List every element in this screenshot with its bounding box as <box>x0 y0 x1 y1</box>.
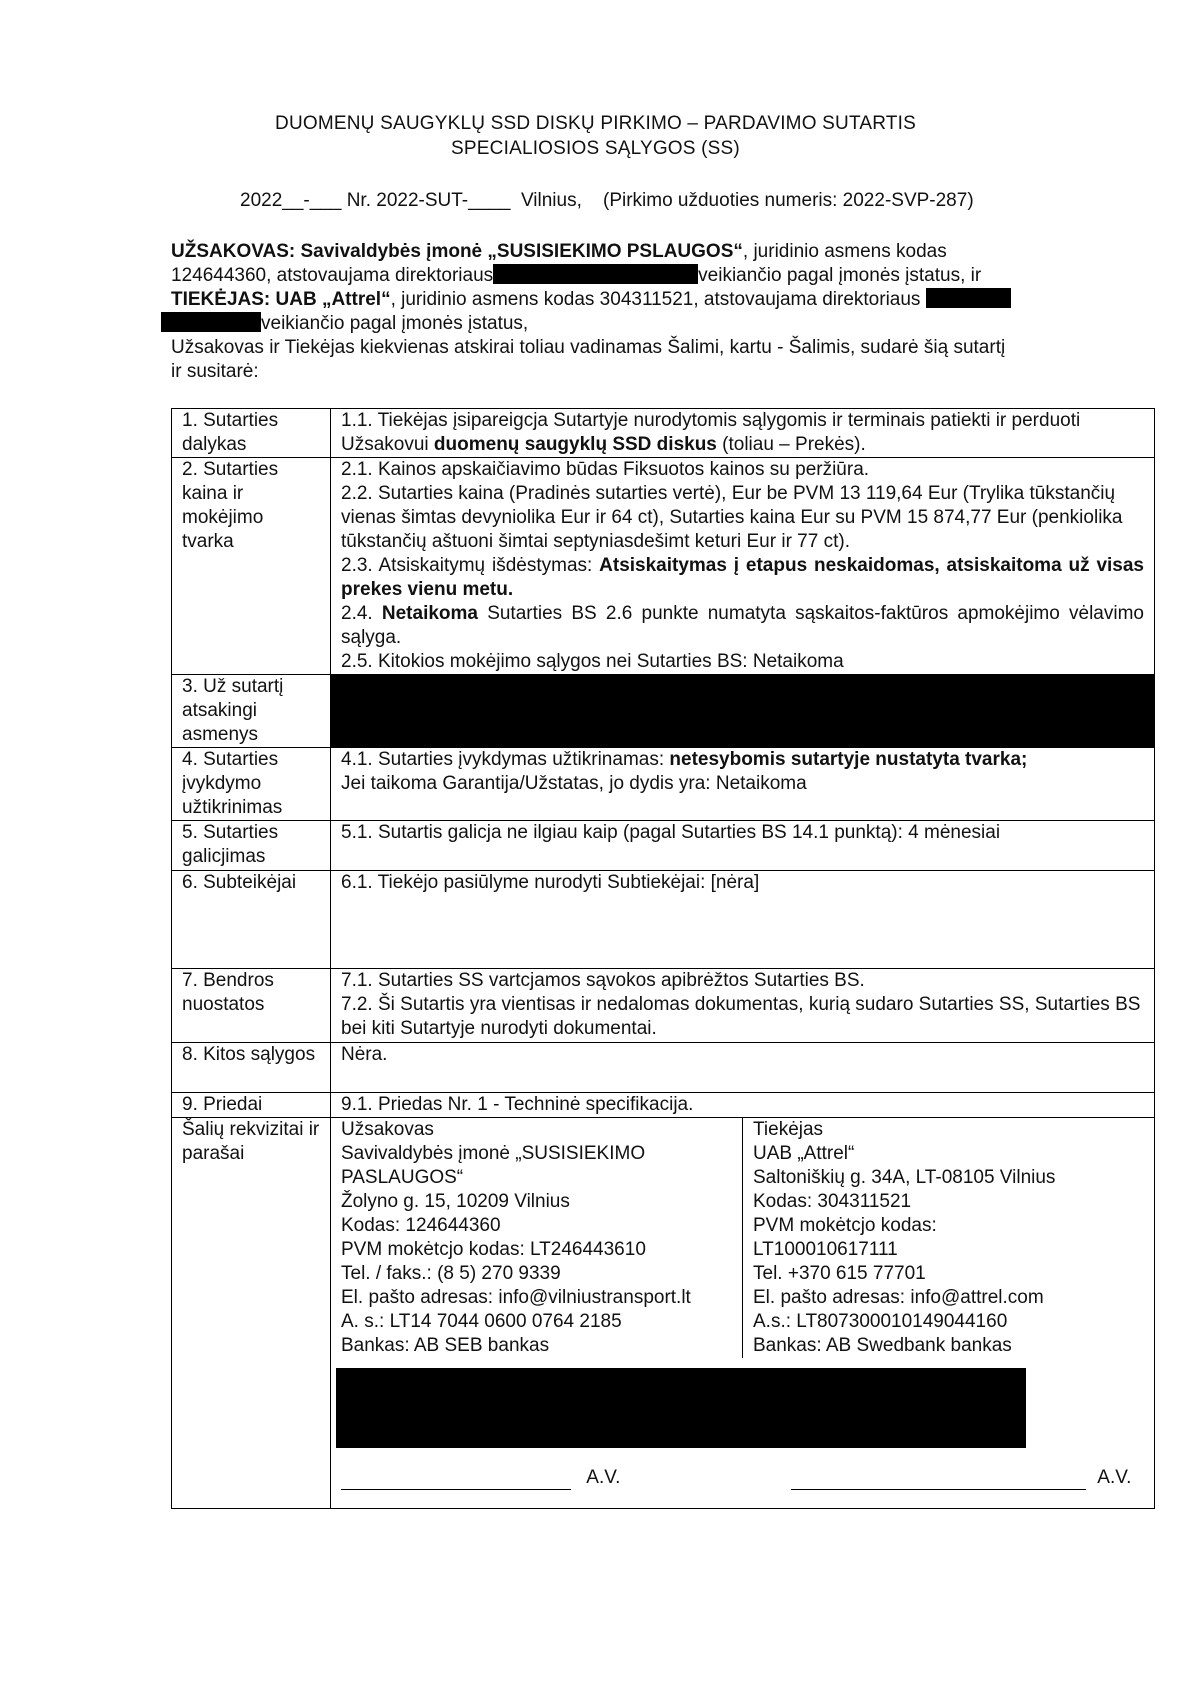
subject-text-end: (toliau – Prekės). <box>716 434 866 455</box>
clause-7-1: 7.1. Sutarties SS vartcjamos sąvokos apibrėžtos Sutarties BS. <box>341 970 865 991</box>
buyer-line: PVM mokėtcjo kodas: LT246443610 <box>341 1239 646 1260</box>
party-details <box>331 1118 1154 1358</box>
buyer-line: Tel. / faks.: (8 5) 270 9339 <box>341 1263 561 1284</box>
table-row <box>172 821 1155 871</box>
row-label: 7. Bendros nuostatos <box>172 969 331 1043</box>
supplier-code-text: , juridinio asmens kodas 304311521, atstovaujama direktoriaus <box>390 289 921 310</box>
buyer-details <box>331 1118 742 1358</box>
clause-4-1 <box>341 748 1144 772</box>
table-row <box>172 1043 1155 1093</box>
buyer-line: Savivaldybės įmonė „SUSISIEKIMO <box>341 1143 646 1164</box>
row-content: 9.1. Priedas Nr. 1 - Techninė specifikacija. <box>331 1093 1155 1118</box>
row-label: 2. Sutarties kaina ir mokėjimo tvarka <box>172 458 331 675</box>
buyer-code-text: 124644360, atstovaujama direktoriaus <box>171 265 494 286</box>
supplier-line: Tel. +370 615 77701 <box>753 1263 926 1284</box>
clause-2-4 <box>341 602 1144 650</box>
buyer-line: A. s.: LT14 7044 0600 0764 2185 <box>341 1311 622 1332</box>
supplier-details <box>742 1118 1154 1358</box>
row-label: 1. Sutarties dalykas <box>172 409 331 458</box>
document-subtitle: SPECIALIOSIOS SĄLYGOS (SS) <box>451 138 740 159</box>
date-line: 2022__-___ Nr. 2022-SUT-____ Vilnius, (Pirkimo užduoties numeris: 2022-SVP-287) <box>240 190 974 211</box>
table-row <box>172 409 1155 458</box>
clause-4-1-bold: netesybomis sutartyje nustatyta tvarka; <box>669 749 1028 770</box>
row-content <box>331 458 1155 675</box>
supplier-label: TIEKĖJAS: UAB „Attrel“ <box>171 289 391 310</box>
parties-line: Užsakovas ir Tiekėjas kiekvienas atskirai toliau vadinamas Šalimi, kartu - Šalimis, sudarė šią sutartį <box>171 337 1006 358</box>
buyer-code-label: , juridinio asmens kodas <box>742 241 947 262</box>
row-label: 5. Sutarties galicjimas <box>172 821 331 871</box>
row-content: Nėra. <box>331 1043 1155 1093</box>
redaction-block <box>493 264 698 284</box>
table-row <box>172 871 1155 969</box>
row-label: 9. Priedai <box>172 1093 331 1118</box>
clause-2-3-bold: Atsiskaitymas į etapus neskaidomas, atsiskaitoma už visas prekes vienu metu. <box>341 555 1144 600</box>
buyer-stamp-label: A.V. <box>586 1467 621 1488</box>
redacted-cell <box>331 675 1155 748</box>
parties-line-2: ir susitarė: <box>171 361 259 382</box>
buyer-line: Kodas: 124644360 <box>341 1215 501 1236</box>
clause-2-4-text: Sutarties BS 2.6 punkte numatyta sąskaitos-faktūros apmokėjimo vėlavimo sąlyga. <box>341 603 1144 648</box>
row-label: 6. Subteikėjai <box>172 871 331 969</box>
row-content: 5.1. Sutartis galicja ne ilgiau kaip (pagal Sutarties BS 14.1 punktą): 4 mėnesiai <box>331 821 1155 871</box>
buyer-line: Žolyno g. 15, 10209 Vilnius <box>341 1191 570 1212</box>
buyer-label: UŽSAKOVAS: Savivaldybės įmonė „SUSISIEKIMO PSLAUGOS“ <box>171 241 743 262</box>
buyer-line: El. pašto adresas: info@vilniustransport.lt <box>341 1287 691 1308</box>
clause-2-2: 2.2. Sutarties kaina (Pradinės sutarties vertė), Eur be PVM 13 119,64 Eur (Trylika tūkstančių vienas šimtas devyniolika Eur ir 64 ct), Sutarties kaina Eur su PVM 15 874,77 Eur (penkiolika tūkstančių aštuoni šimtai septyniasdešimt keturi Eur ir 77 ct). <box>341 483 1123 552</box>
buyer-line: PASLAUGOS“ <box>341 1167 464 1188</box>
supplier-statute-text: veikiančio pagal įmonės įstatus, <box>261 313 529 334</box>
redaction-block <box>926 288 1011 308</box>
clause-2-3 <box>341 554 1144 602</box>
row-label: Šalių rekvizitai ir parašai <box>172 1118 331 1509</box>
row-content <box>331 969 1155 1043</box>
clause-4-2: Jei taikoma Garantija/Užstatas, jo dydis yra: Netaikoma <box>341 773 807 794</box>
document-title: DUOMENŲ SAUGYKLŲ SSD DISKŲ PIRKIMO – PARDAVIMO SUTARTIS <box>275 113 916 134</box>
signature-line <box>341 1469 571 1490</box>
row-label: 8. Kitos sąlygos <box>172 1043 331 1093</box>
clause-2-4-bold: Netaikoma <box>381 603 478 624</box>
subject-bold: duomenų saugyklų SSD diskus <box>433 434 717 455</box>
row-label: 4. Sutarties įvykdymo užtikrinimas <box>172 748 331 821</box>
row-content <box>331 409 1155 458</box>
row-label: 3. Už sutartį atsakingi asmenys <box>172 675 331 748</box>
redaction-block <box>336 1368 1026 1448</box>
supplier-line: Bankas: AB Swedbank bankas <box>753 1335 1012 1356</box>
clause-7-2: 7.2. Ši Sutartis yra vientisas ir nedalomas dokumentas, kurią sudaro Sutarties SS, Sutarties BS bei kiti Sutartyje nurodyti dokumentai. <box>341 994 1141 1039</box>
supplier-signature <box>791 1466 1131 1490</box>
redaction-block <box>161 312 261 332</box>
clause-2-3-label: 2.3. Atsiskaitymų išdėstymas: <box>341 555 600 576</box>
signature-cell <box>331 1118 1155 1509</box>
subject-text: 1.1. Tiekėjas įsipareigcja Sutartyje nurodytomis sąlygomis ir terminais patiekti ir perduoti Užsakovui <box>341 410 1081 455</box>
clause-2-4-prefix: 2.4. <box>341 603 382 624</box>
table-row <box>172 675 1155 748</box>
table-row <box>172 969 1155 1043</box>
row-content: 6.1. Tiekėjo pasiūlyme nurodyti Subtiekėjai: [nėra] <box>331 871 1155 969</box>
supplier-stamp-label: A.V. <box>1097 1467 1132 1488</box>
buyer-signature <box>341 1466 620 1490</box>
signature-area <box>331 1358 1154 1508</box>
buyer-line: Bankas: AB SEB bankas <box>341 1335 550 1356</box>
clause-2-5: 2.5. Kitokios mokėjimo sąlygos nei Sutarties BS: Netaikoma <box>341 651 844 672</box>
supplier-line: El. pašto adresas: info@attrel.com <box>753 1287 1044 1308</box>
clause-2-1: 2.1. Kainos apskaičiavimo būdas Fiksuotos kainos su peržiūra. <box>341 459 870 480</box>
contract-table <box>171 408 1155 1509</box>
supplier-line: UAB „Attrel“ <box>753 1143 855 1164</box>
supplier-line: Tiekėjas <box>753 1119 824 1140</box>
signature-line <box>791 1469 1086 1490</box>
row-content <box>331 748 1155 821</box>
clause-4-1-label: 4.1. Sutarties įvykdymas užtikrinamas: <box>341 749 670 770</box>
table-row <box>172 1118 1155 1509</box>
supplier-line: A.s.: LT807300010149044160 <box>753 1311 1008 1332</box>
table-row <box>172 1093 1155 1118</box>
intro-section <box>171 240 1171 384</box>
table-row <box>172 458 1155 675</box>
supplier-line: PVM mokėtcjo kodas: <box>753 1215 937 1236</box>
buyer-statute-text: veikiančio pagal įmonės įstatus, ir <box>698 265 982 286</box>
table-row <box>172 748 1155 821</box>
supplier-line: Saltoniškių g. 34A, LT-08105 Vilnius <box>753 1167 1056 1188</box>
supplier-line: Kodas: 304311521 <box>753 1191 912 1212</box>
buyer-line: Užsakovas <box>341 1119 434 1140</box>
supplier-line: LT100010617111 <box>753 1239 898 1260</box>
